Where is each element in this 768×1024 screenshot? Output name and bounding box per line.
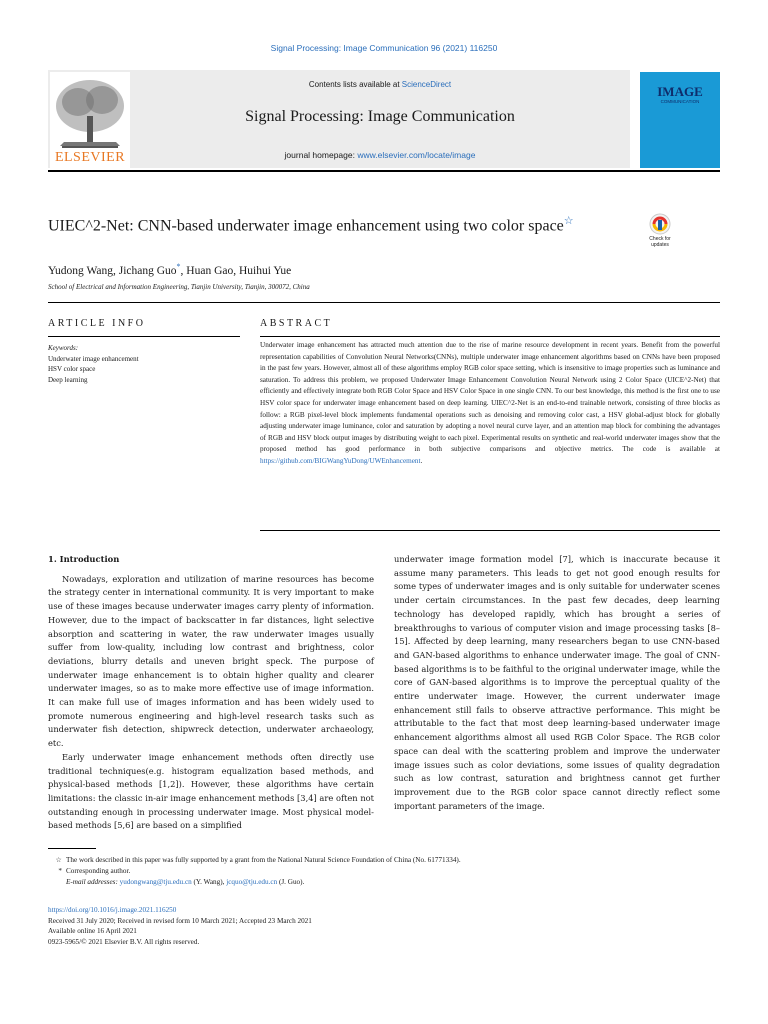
contents-prefix: Contents lists available at: [308, 80, 402, 89]
article-title: [48, 210, 618, 237]
body-left-column: [48, 553, 374, 833]
article-info-rule: [48, 336, 240, 337]
copyright: 0923-5965/© 2021 Elsevier B.V. All rights reserved.: [48, 937, 200, 946]
affiliation: School of Electrical and Information Engineering, Tianjin University, Tianjin, 300072, China: [48, 283, 310, 291]
email-link-guo[interactable]: jcquo@tju.edu.cn: [226, 878, 278, 886]
cover-subtitle: COMMUNICATION: [660, 99, 700, 104]
affiliation-rule: [48, 302, 720, 303]
funding-footnote: [48, 855, 720, 866]
email-name-guo: (J. Guo).: [277, 878, 305, 886]
keyword-item: Deep learning: [48, 375, 88, 384]
intro-paragraph-1: Nowadays, exploration and utilization of marine resources has become the strategy center in international community. It is very important to make use of these images because underwater images carry plenty of information. However, due to the impact of backscatter in far distances, light selective absorption and scattering in water, the raw underwater images usually suffer from low-quality, including low contrast and brightness, color deviations, blurry details and uneven bright speck. The purpose of underwater image enhancement is to obtain higher quality and clearer underwater images, so as to make more effective use of image information. It can make full use of images information and has been widely used to promote numerous engineering and high-level research tasks such as underwater fish detection, shipwreck detection, underwater archaeology, etc.: [48, 573, 374, 749]
body-right-column: [394, 553, 720, 813]
funding-text: The work described in this paper was fully supported by a grant from the National Natural Science Foundation of China (No. 61771334).: [66, 856, 461, 864]
footnote-rule: [48, 848, 96, 849]
header-rule: [48, 170, 720, 172]
star-footnote-mark: ☆: [55, 856, 62, 864]
email-name-wang: (Y. Wang),: [191, 878, 227, 886]
homepage-prefix: journal homepage:: [284, 150, 358, 160]
abstract-text: [260, 340, 720, 468]
available-online: Available online 16 April 2021: [48, 927, 137, 935]
authors-main: Yudong Wang, Jichang Guo: [48, 264, 177, 277]
doi-link[interactable]: https://doi.org/10.1016/j.image.2021.116250: [48, 906, 177, 914]
keyword-item: Underwater image enhancement: [48, 354, 139, 363]
asterisk-footnote-mark: *: [58, 867, 62, 875]
email-label: E-mail addresses:: [66, 878, 118, 886]
email-link-wang[interactable]: yudongwang@tju.edu.cn: [119, 878, 192, 886]
elsevier-wordmark[interactable]: ELSEVIER: [54, 150, 126, 165]
keywords-label: Keywords:: [48, 344, 79, 352]
footnotes: [48, 855, 720, 888]
check-updates-icon: [640, 212, 680, 236]
corresponding-author-mark[interactable]: *: [176, 262, 181, 271]
author-list: [48, 262, 291, 277]
keyword-item: HSV color space: [48, 365, 96, 373]
journal-citation[interactable]: Signal Processing: Image Communication 96 (2021) 116250: [270, 43, 498, 53]
code-repository-link[interactable]: https://github.com/BIGWangYuDong/UWEnhancement: [260, 456, 421, 465]
journal-title: Signal Processing: Image Communication: [245, 108, 515, 125]
journal-homepage-link[interactable]: www.elsevier.com/locate/image: [357, 150, 476, 160]
authors-rest: , Huan Gao, Huihui Yue: [180, 264, 292, 277]
email-footnote: [48, 877, 720, 888]
abstract-bottom-rule: [260, 530, 720, 531]
cover-title: IMAGE: [657, 84, 703, 99]
intro-paragraph-2: Early underwater image enhancement methods often directly use traditional techniques(e.g. histogram equalization based methods, and physical-based methods [1,2]). However, these algorithms have certain limitations: the classic in-air image enhancement methods [3,4] are often not outstanding enough in processing underwater image. Most physical model-based methods [5,6] are based on a simplified: [48, 751, 374, 831]
received-dates: Received 31 July 2020; Received in revised form 10 March 2021; Accepted 23 March 2021: [48, 916, 312, 925]
abstract-end: .: [420, 456, 423, 465]
abstract-rule: [260, 336, 720, 337]
contents-line: [140, 80, 620, 89]
journal-cover-image[interactable]: [640, 72, 720, 168]
title-footnote-star[interactable]: ☆: [563, 215, 574, 227]
article-title-text: UIEC^2-Net: CNN-based underwater image enhancement using two color space: [48, 217, 564, 235]
abstract-body: Underwater image enhancement has attracted much attention due to the rise of marine resource development in recent years. Benefit from the powerful representation capabilities of Convolution Neural Networks(CNNs), multiple underwater image enhancement algorithms based on CNNs have been proposed in the past few years. However, almost all of these algorithms employ RGB color space setting, which is insensitive to image properties such as luminance and saturation. To address this problem, we proposed Underwater Image Enhancement Convolution Neural Network using 2 Color Space (UICE^2-Net) that efficiently and effectively integrate both RGB Color Space and HSV Color Space in one single CNN. To our best knowledge, this method is the first one to use HSV color space for underwater image enhancement based on deep learning. UIEC^2-Net is an end-to-end trainable network, consisting of three blocks as follow: a RGB pixel-level block implements fundamental operations such as denoising and removing color cast, a HSV global-adjust block for globally adjusting underwater image luminance, color and saturation by adopting a novel neural curve layer, and an attention map block for combining the advantages of RGB and HSV block output images by distributing weight to each pixel. Experimental results on synthetic and real-world underwater images show that the proposed method has good performance in both subjective comparisons and objective metrics. The code is available at: [260, 341, 720, 454]
corresponding-footnote: [48, 866, 720, 877]
check-for-updates-button[interactable]: [640, 212, 680, 252]
keywords-block: [48, 343, 238, 385]
publication-info: [48, 905, 720, 947]
intro-paragraph-3: underwater image formation model [7], which is inaccurate because it assume many parameters. This leads to get not good enough results for some types of underwater images and is only suitable for underwater scenes under certain circumstances. In the past few decades, deep learning technology has developed rapidly, which has brought a series of breakthroughs to various of computer vision and image processing tasks [8–15]. Affected by deep learning, many researchers began to use CNN-based and GAN-based algorithms to enhance underwater image. The goal of CNN-based algorithms is to be faithful to the original underwater image, while the core of GAN-based algorithms is to improve the perceptual quality of the entire underwater image. However, the current underwater image enhancement still fails to observe attractive performance. This might be attributable to the fact that most deep learning-based underwater image enhancement algorithms almost all used RGB Color Space. The RGB color space can deal with the scattering problem and improve the underwater image issues such as color deviations, some issues of quality degradation such as low contrast, saturation and brightness cannot get further improvement due to the RGB color space cannot directly reflect some important parameters of the image.: [394, 554, 720, 811]
corresponding-text: Corresponding author.: [66, 867, 131, 875]
section-heading-introduction: 1. Introduction: [48, 554, 120, 564]
article-info-heading: ARTICLE INFO: [48, 318, 146, 329]
homepage-line: [140, 150, 620, 160]
abstract-heading: ABSTRACT: [260, 318, 333, 329]
check-updates-label: Check for updates: [649, 236, 671, 248]
sciencedirect-link[interactable]: ScienceDirect: [401, 80, 452, 89]
